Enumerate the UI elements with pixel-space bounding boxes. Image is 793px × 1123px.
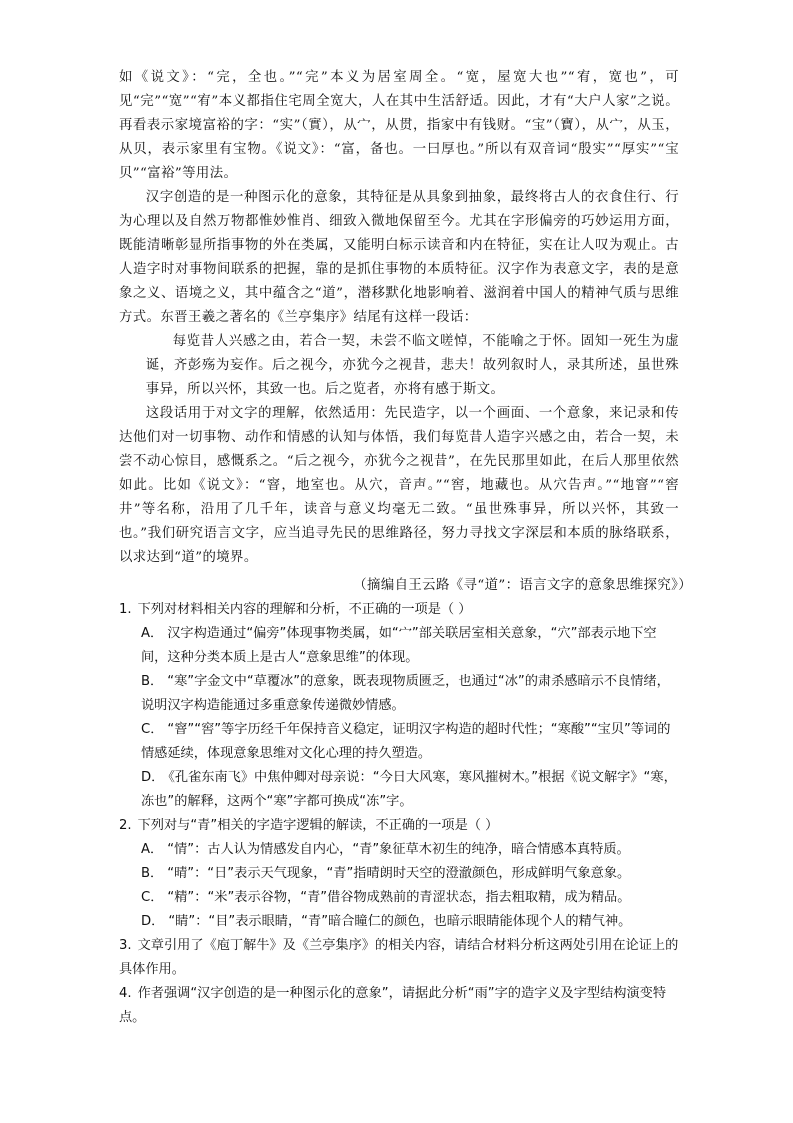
question-number: 3. bbox=[119, 938, 132, 953]
question-stem bbox=[119, 982, 679, 1030]
option-b: B． “寒”字金文中“草覆冰”的意象，既表现物质匮乏，也通过“冰”的肃杀感暗示不良情绪，说明汉字构造能通过多重意象传递微妙情感。 bbox=[141, 674, 670, 713]
option-c: C． “窨”“窖”等字历经千年保持音义稳定，证明汉字构造的超时代性；“寒酸”“宝贝”等词的情感延续，体现意象思维对文化心理的持久塑造。 bbox=[141, 722, 671, 761]
question-text: 下列对与“青”相关的字造字逻辑的解读，不正确的一项是（ ） bbox=[137, 818, 499, 833]
option-a: A． 汉字构造通过“偏旁”体现事物类属，如“宀”部关联居室相关意象，“穴”部表示地下空间，这种分类本质上是古人“意象思维”的体现。 bbox=[141, 626, 657, 665]
question-stem bbox=[119, 814, 679, 838]
quote-paragraph: 每览昔人兴感之由，若合一契，未尝不临文嗟悼，不能喻之于怀。固知一死生为虚诞，齐彭殇为妄作。后之视今，亦犹今之视昔，悲夫！故列叙时人，录其所述，虽世殊事异，所以兴怀，其致一也。后之览者，亦将有感于斯文。 bbox=[145, 334, 679, 397]
option-c: C． “精”：“米”表示谷物，“青”借谷物成熟前的青涩状态，指去粗取精，成为精品。 bbox=[141, 890, 631, 905]
question-list bbox=[119, 598, 679, 1030]
question-text: 文章引用了《庖丁解牛》及《兰亭集序》的相关内容，请结合材料分析这两处引用在论证上的具体作用。 bbox=[119, 938, 679, 977]
lanting-quote bbox=[119, 330, 679, 402]
passage-paragraph-1: 如《说文》：“完，全也。”“完”本义为居室周全。“宽，屋宽大也”“宥，宽也”，可见“完”“宽”“宥”本义都指住宅周全宽大，人在其中生活舒适。因此，才有“大户人家”之说。再看表示家境富裕的字：“实”（實），从宀，从贯，指家中有钱财。“宝”（寶），从宀，从玉，从贝，表示家里有宝物。《说文》：“富，备也。一曰厚也。”所以有双音词“殷实”“厚实”“宝贝”“富裕”等用法。 bbox=[119, 70, 679, 181]
source-citation: （摘编自王云路《寻“道”：语言文字的意象思维探究》） bbox=[353, 578, 692, 593]
option-d: D． 《孔雀东南飞》中焦仲卿对母亲说：“今日大风寒，寒风摧树木。”根据《说文解字》“寒，冻也”的解释，这两个“寒”字都可换成“冻”字。 bbox=[141, 770, 677, 809]
question-1 bbox=[119, 598, 679, 814]
question-text: 作者强调“汉字创造的是一种图示化的意象”，请据此分析“雨”字的造字义及字型结构演变特点。 bbox=[119, 986, 667, 1025]
reading-passage bbox=[119, 66, 679, 570]
question-4 bbox=[119, 982, 679, 1030]
passage-paragraph-4: 这段话用于对文字的理解，依然适用：先民造字，以一个画面、一个意象，来记录和传达他们对一切事物、动作和情感的认知与体悟，我们每览昔人造字兴感之由，若合一契，未尝不动心惊目，感慨系之。“后之视今，亦犹今之视昔”，在先民那里如此，在后人那里依然如此。比如《说文》：“窨，地室也。从穴，音声。”“窖，地藏也。从穴告声。”“地窨”“窖井”等名称，沿用了几千年，读音与意义均毫无二致。“虽世殊事异，所以兴怀，其致一也。”我们研究语言文字，应当追寻先民的思维路径，努力寻找文字深层和本质的脉络联系，以求达到“道”的境界。 bbox=[119, 406, 679, 565]
question-number: 2. bbox=[119, 818, 132, 833]
question-3 bbox=[119, 934, 679, 982]
question-stem bbox=[119, 598, 679, 622]
question-text: 下列对材料相关内容的理解和分析，不正确的一项是（ ） bbox=[137, 602, 472, 617]
question-number: 4. bbox=[119, 986, 132, 1001]
option-b: B． “晴”：“日”表示天气现象，“青”指晴朗时天空的澄澈颜色，形成鲜明气象意象。 bbox=[141, 866, 631, 881]
question-stem bbox=[119, 934, 679, 982]
question-2 bbox=[119, 814, 679, 934]
option-a: A． “情”：古人认为情感发自内心，“青”象征草木初生的纯净，暗合情感本真特质。 bbox=[141, 842, 630, 857]
passage-paragraph-2: 汉字创造的是一种图示化的意象，其特征是从具象到抽象，最终将古人的衣食住行、行为心理以及自然万物都惟妙惟肖、细致入微地保留至今。尤其在字形偏旁的巧妙运用方面，既能清晰彰显所指事物的外在类属，又能明白标示读音和内在特征，实在让人叹为观止。古人造字时对事物间联系的把握，靠的是抓住事物的本质特征。汉字作为表意文字，表的是意象之义、语境之义，其中蕴含之“道”，潜移默化地影响着、滋润着中国人的精神气质与思维方式。东晋王羲之著名的《兰亭集序》结尾有这样一段话： bbox=[119, 190, 679, 325]
option-d: D． “睛”：“目”表示眼睛，“青”暗合瞳仁的颜色，也暗示眼睛能体现个人的精气神。 bbox=[141, 914, 632, 929]
question-number: 1. bbox=[119, 602, 132, 617]
